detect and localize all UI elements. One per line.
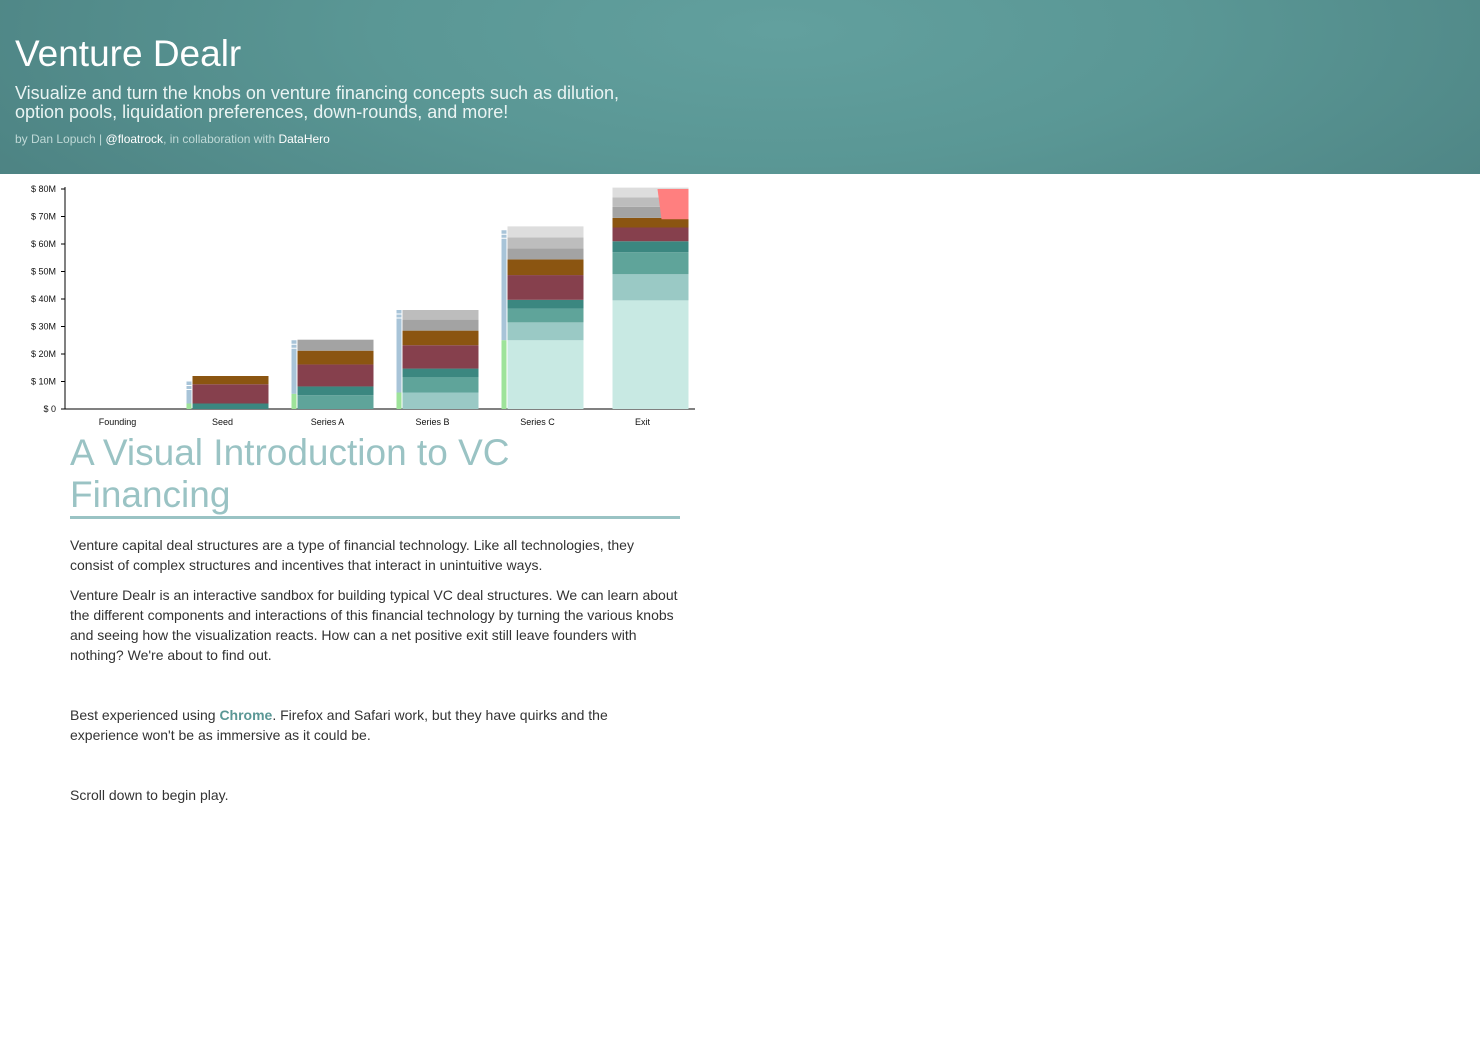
y-tick-label: $ 80M xyxy=(30,184,56,194)
bar-segment xyxy=(403,331,479,346)
exit-overlay xyxy=(658,189,689,219)
intro-section xyxy=(70,432,680,805)
bar-segment xyxy=(508,259,584,275)
y-tick-label: $ 50M xyxy=(30,266,56,277)
bar-segment xyxy=(193,404,269,410)
x-tick-label: Series C xyxy=(520,417,555,427)
bar-segment xyxy=(508,275,584,300)
bar-segment xyxy=(403,369,479,378)
side-bar-green xyxy=(292,394,297,409)
byline-author: by Dan Lopuch | xyxy=(15,132,106,146)
side-bar-blue xyxy=(397,310,402,393)
y-tick-label: $ 30M xyxy=(30,321,56,332)
intro-paragraph-1: Venture capital deal structures are a type of financial technology. Like all technologies, they consist of complex structures and incentives that interact in unintuitive ways. xyxy=(70,537,634,573)
bar-segment xyxy=(508,300,584,309)
bar-segment xyxy=(298,364,374,386)
side-bar-green xyxy=(397,393,402,410)
byline-collab: , in collaboration with xyxy=(163,132,279,146)
browser-note-prefix: Best experienced using xyxy=(70,707,220,723)
bar-segment xyxy=(508,226,584,237)
x-tick-label: Series B xyxy=(415,417,450,427)
scroll-hint: Scroll down to begin play. xyxy=(70,787,229,803)
bar-segment xyxy=(613,252,689,274)
x-tick-label: Seed xyxy=(211,417,234,427)
bar-segment xyxy=(298,386,374,395)
bar-segment xyxy=(298,351,374,365)
bar-segment xyxy=(298,395,374,409)
bar-segment xyxy=(613,218,689,228)
bar-segment xyxy=(403,345,479,368)
x-tick-label: Exit xyxy=(634,417,651,427)
bar-segment xyxy=(298,340,374,351)
side-bar-green xyxy=(187,404,192,410)
intro-paragraph-2: Venture Dealr is an interactive sandbox for building typical VC deal structures. We can learn about the different components and interactions of this financial technology by turning the various knobs and seeing how the visualization reacts. How can a net positive exit still leave founders with nothing? We're about to find out. xyxy=(70,587,678,663)
bar-segment xyxy=(508,340,584,409)
x-tick-label: Series A xyxy=(310,417,345,427)
bar-segment xyxy=(508,322,584,340)
bar-segment xyxy=(403,310,479,320)
cap-table-chart xyxy=(0,174,720,434)
bar-segment xyxy=(403,377,479,392)
x-tick-label: Founding xyxy=(98,417,137,427)
y-tick-label: $ 20M xyxy=(30,349,56,359)
y-tick-label: $ 70M xyxy=(30,211,56,222)
y-tick-label: $ 10M xyxy=(30,376,56,387)
site-title: Venture Dealr xyxy=(15,33,242,74)
side-bar-blue xyxy=(187,382,192,404)
y-tick-label: $ 40M xyxy=(30,294,56,304)
bar-segment xyxy=(613,241,689,252)
y-tick-label: $ 0 xyxy=(43,404,56,414)
intro-title: A Visual Introduction to VC Financing xyxy=(70,432,680,519)
side-bar-blue xyxy=(502,230,507,340)
side-bar-green xyxy=(502,340,507,409)
site-header xyxy=(0,0,1480,174)
bar-segment xyxy=(508,309,584,323)
browser-note xyxy=(70,705,680,745)
bar-segment xyxy=(193,384,269,403)
byline xyxy=(15,132,1465,146)
bar-segment xyxy=(403,393,479,410)
y-tick-label: $ 60M xyxy=(30,239,56,249)
datahero-link[interactable]: DataHero xyxy=(278,132,330,146)
bar-segment xyxy=(613,300,689,409)
browser-note-suffix: . Firefox and Safari work, but they have quirks and the experience won't be as immersive as it could be. xyxy=(70,707,608,743)
bar-segment xyxy=(403,320,479,331)
bar-segment xyxy=(508,237,584,248)
bar-segment xyxy=(613,274,689,300)
twitter-link[interactable]: @floatrock xyxy=(105,132,164,146)
chrome-link[interactable]: Chrome xyxy=(219,707,273,723)
bar-segment xyxy=(508,248,584,259)
site-tagline: Visualize and turn the knobs on venture financing concepts such as dilution, option pools, liquidation preferences, down-rounds, and more! xyxy=(15,83,620,122)
bar-segment xyxy=(193,376,269,384)
bar-segment xyxy=(613,228,689,242)
chart-svg xyxy=(0,174,720,434)
